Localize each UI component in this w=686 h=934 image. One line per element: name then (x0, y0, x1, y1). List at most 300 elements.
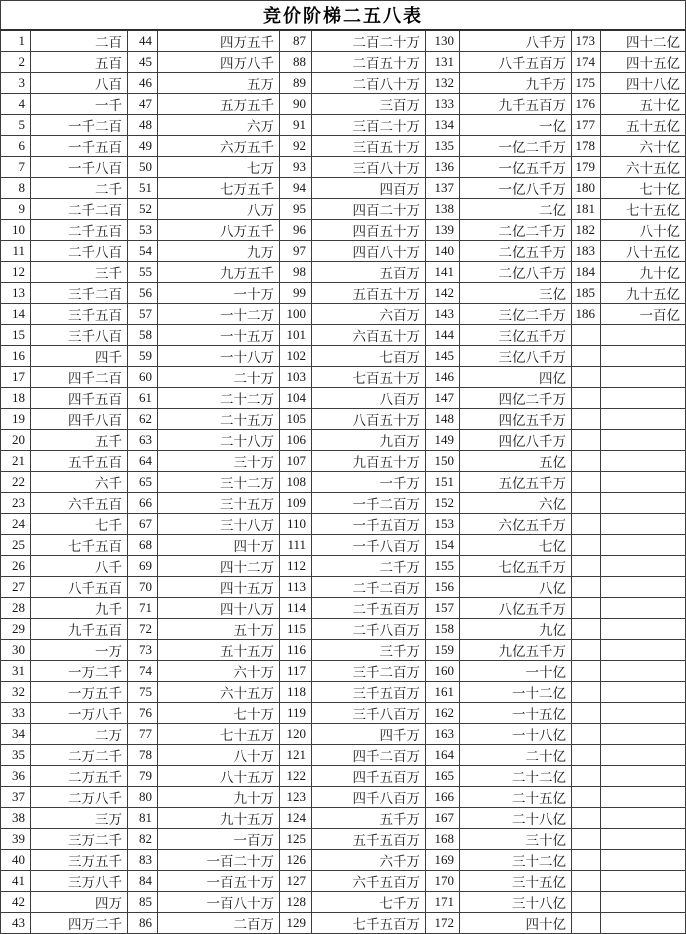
entry-number-cell: 114 (280, 598, 312, 619)
entry-value-cell: 九亿 (460, 619, 572, 640)
table-row (1, 157, 686, 178)
entry-number-cell: 76 (128, 703, 158, 724)
entry-number-cell: 179 (572, 157, 601, 178)
entry-number-cell: 102 (280, 346, 312, 367)
entry-number-cell: 138 (426, 199, 460, 220)
entry-value-cell: 六亿五千万 (460, 514, 572, 535)
entry-number-cell: 97 (280, 241, 312, 262)
entry-value-cell: 二万 (31, 724, 128, 745)
entry-value-cell: 四十二亿 (601, 30, 686, 52)
entry-value-cell: 八十万 (158, 745, 280, 766)
entry-value-cell: 二千二百万 (312, 577, 426, 598)
entry-value-cell (601, 913, 686, 934)
entry-value-cell: 一千八百万 (312, 535, 426, 556)
entry-value-cell: 一千五百 (31, 136, 128, 157)
entry-number-cell: 23 (1, 493, 31, 514)
entry-value-cell: 二亿五千万 (460, 241, 572, 262)
entry-number-cell: 123 (280, 787, 312, 808)
entry-value-cell: 七千五百万 (312, 913, 426, 934)
entry-number-cell: 17 (1, 367, 31, 388)
table-row (1, 493, 686, 514)
entry-value-cell: 四万二千 (31, 913, 128, 934)
entry-value-cell (601, 850, 686, 871)
entry-value-cell: 三千五百万 (312, 682, 426, 703)
entry-value-cell: 三亿二千万 (460, 304, 572, 325)
entry-value-cell (601, 388, 686, 409)
entry-value-cell (601, 829, 686, 850)
entry-number-cell: 136 (426, 157, 460, 178)
entry-value-cell: 一十五万 (158, 325, 280, 346)
entry-value-cell (601, 325, 686, 346)
entry-number-cell: 178 (572, 136, 601, 157)
entry-number-cell: 58 (128, 325, 158, 346)
entry-number-cell (572, 745, 601, 766)
entry-number-cell: 129 (280, 913, 312, 934)
entry-number-cell (572, 472, 601, 493)
entry-value-cell: 八万 (158, 199, 280, 220)
entry-value-cell: 二千八百万 (312, 619, 426, 640)
entry-number-cell: 158 (426, 619, 460, 640)
entry-number-cell: 141 (426, 262, 460, 283)
entry-value-cell: 九千五百万 (460, 94, 572, 115)
entry-number-cell: 113 (280, 577, 312, 598)
entry-number-cell (572, 703, 601, 724)
entry-number-cell: 110 (280, 514, 312, 535)
entry-value-cell: 六千万 (312, 850, 426, 871)
entry-value-cell: 七千五百 (31, 535, 128, 556)
entry-value-cell: 八百万 (312, 388, 426, 409)
entry-value-cell: 一万二千 (31, 661, 128, 682)
entry-value-cell: 五千五百万 (312, 829, 426, 850)
entry-value-cell: 二百二十万 (312, 30, 426, 52)
entry-value-cell: 六百五十万 (312, 325, 426, 346)
entry-value-cell (601, 409, 686, 430)
entry-number-cell: 119 (280, 703, 312, 724)
entry-value-cell (601, 346, 686, 367)
entry-value-cell: 一百亿 (601, 304, 686, 325)
entry-value-cell: 三亿五千万 (460, 325, 572, 346)
title-row (1, 1, 686, 31)
entry-value-cell (601, 703, 686, 724)
entry-number-cell: 122 (280, 766, 312, 787)
entry-number-cell: 106 (280, 430, 312, 451)
entry-number-cell: 40 (1, 850, 31, 871)
entry-number-cell: 41 (1, 871, 31, 892)
entry-number-cell: 100 (280, 304, 312, 325)
entry-number-cell: 171 (426, 892, 460, 913)
entry-value-cell: 三亿八千万 (460, 346, 572, 367)
entry-value-cell: 二百八十万 (312, 73, 426, 94)
entry-value-cell: 八十亿 (601, 220, 686, 241)
entry-number-cell: 49 (128, 136, 158, 157)
entry-number-cell: 184 (572, 262, 601, 283)
entry-number-cell: 20 (1, 430, 31, 451)
entry-value-cell: 九万 (158, 241, 280, 262)
entry-value-cell: 五十五万 (158, 640, 280, 661)
entry-value-cell: 八万五千 (158, 220, 280, 241)
table-row (1, 304, 686, 325)
table-row (1, 451, 686, 472)
entry-value-cell: 三十五亿 (460, 871, 572, 892)
table-row (1, 766, 686, 787)
entry-value-cell: 四千二百万 (312, 745, 426, 766)
entry-number-cell: 117 (280, 661, 312, 682)
entry-value-cell: 八十五亿 (601, 241, 686, 262)
entry-value-cell: 一亿二千万 (460, 136, 572, 157)
table-row (1, 283, 686, 304)
entry-number-cell: 155 (426, 556, 460, 577)
entry-value-cell: 三千 (31, 262, 128, 283)
table-row (1, 136, 686, 157)
entry-value-cell: 二十八万 (158, 430, 280, 451)
entry-number-cell: 45 (128, 52, 158, 73)
table-row (1, 241, 686, 262)
entry-value-cell: 四亿 (460, 367, 572, 388)
entry-number-cell: 124 (280, 808, 312, 829)
entry-number-cell: 50 (128, 157, 158, 178)
entry-value-cell: 九百万 (312, 430, 426, 451)
entry-number-cell: 81 (128, 808, 158, 829)
table-row (1, 703, 686, 724)
entry-value-cell (601, 640, 686, 661)
entry-value-cell: 六百万 (312, 304, 426, 325)
entry-number-cell: 6 (1, 136, 31, 157)
entry-number-cell: 148 (426, 409, 460, 430)
entry-number-cell (572, 430, 601, 451)
entry-value-cell: 五千五百 (31, 451, 128, 472)
entry-value-cell: 七百万 (312, 346, 426, 367)
entry-value-cell: 三千八百 (31, 325, 128, 346)
entry-value-cell: 四亿五千万 (460, 409, 572, 430)
entry-number-cell (572, 598, 601, 619)
entry-number-cell: 159 (426, 640, 460, 661)
entry-value-cell: 九十万 (158, 787, 280, 808)
entry-number-cell: 170 (426, 871, 460, 892)
entry-number-cell: 64 (128, 451, 158, 472)
entry-value-cell: 三十二万 (158, 472, 280, 493)
entry-number-cell: 10 (1, 220, 31, 241)
entry-number-cell: 163 (426, 724, 460, 745)
entry-value-cell: 七千 (31, 514, 128, 535)
entry-number-cell: 35 (1, 745, 31, 766)
entry-number-cell: 61 (128, 388, 158, 409)
entry-value-cell: 四千五百 (31, 388, 128, 409)
entry-number-cell: 98 (280, 262, 312, 283)
entry-number-cell: 118 (280, 682, 312, 703)
entry-value-cell: 七百五十万 (312, 367, 426, 388)
entry-number-cell: 95 (280, 199, 312, 220)
table-row (1, 892, 686, 913)
entry-value-cell (601, 514, 686, 535)
entry-value-cell: 六十亿 (601, 136, 686, 157)
entry-number-cell: 160 (426, 661, 460, 682)
entry-value-cell: 八千 (31, 556, 128, 577)
entry-number-cell: 99 (280, 283, 312, 304)
entry-value-cell: 三十二亿 (460, 850, 572, 871)
entry-number-cell: 133 (426, 94, 460, 115)
entry-number-cell: 2 (1, 52, 31, 73)
entry-number-cell: 150 (426, 451, 460, 472)
table-row (1, 73, 686, 94)
entry-number-cell: 85 (128, 892, 158, 913)
table-row (1, 787, 686, 808)
entry-value-cell: 九十五亿 (601, 283, 686, 304)
entry-value-cell: 九千万 (460, 73, 572, 94)
entry-value-cell: 四万 (31, 892, 128, 913)
entry-number-cell: 3 (1, 73, 31, 94)
entry-value-cell: 六十万 (158, 661, 280, 682)
entry-number-cell: 27 (1, 577, 31, 598)
entry-value-cell: 二亿 (460, 199, 572, 220)
entry-number-cell (572, 409, 601, 430)
entry-value-cell: 七千万 (312, 892, 426, 913)
entry-value-cell: 一亿八千万 (460, 178, 572, 199)
entry-number-cell: 30 (1, 640, 31, 661)
entry-value-cell: 三十八万 (158, 514, 280, 535)
entry-number-cell: 157 (426, 598, 460, 619)
table-row (1, 262, 686, 283)
entry-value-cell: 五千万 (312, 808, 426, 829)
entry-number-cell: 36 (1, 766, 31, 787)
entry-value-cell: 一百八十万 (158, 892, 280, 913)
entry-value-cell: 一十二万 (158, 304, 280, 325)
entry-value-cell: 二十五亿 (460, 787, 572, 808)
table-row (1, 535, 686, 556)
entry-number-cell: 87 (280, 30, 312, 52)
entry-number-cell: 147 (426, 388, 460, 409)
entry-value-cell: 五亿 (460, 451, 572, 472)
entry-value-cell: 一万八千 (31, 703, 128, 724)
entry-value-cell: 二亿二千万 (460, 220, 572, 241)
entry-value-cell: 一十亿 (460, 661, 572, 682)
entry-number-cell: 29 (1, 619, 31, 640)
table-row (1, 640, 686, 661)
entry-value-cell: 一百二十万 (158, 850, 280, 871)
entry-number-cell: 53 (128, 220, 158, 241)
table-row (1, 871, 686, 892)
entry-number-cell: 13 (1, 283, 31, 304)
entry-number-cell: 104 (280, 388, 312, 409)
entry-number-cell: 14 (1, 304, 31, 325)
entry-number-cell (572, 325, 601, 346)
entry-number-cell: 90 (280, 94, 312, 115)
entry-value-cell: 四十二万 (158, 556, 280, 577)
entry-value-cell: 七十亿 (601, 178, 686, 199)
entry-number-cell: 115 (280, 619, 312, 640)
table-row (1, 661, 686, 682)
entry-number-cell: 152 (426, 493, 460, 514)
entry-value-cell: 六亿 (460, 493, 572, 514)
entry-number-cell: 167 (426, 808, 460, 829)
entry-value-cell: 九百五十万 (312, 451, 426, 472)
entry-number-cell (572, 640, 601, 661)
entry-number-cell (572, 871, 601, 892)
entry-value-cell: 五千 (31, 430, 128, 451)
entry-value-cell: 三十八亿 (460, 892, 572, 913)
entry-value-cell (601, 871, 686, 892)
entry-value-cell: 三千五百 (31, 304, 128, 325)
entry-number-cell: 131 (426, 52, 460, 73)
entry-number-cell: 176 (572, 94, 601, 115)
entry-value-cell: 二千八百 (31, 241, 128, 262)
entry-value-cell (601, 619, 686, 640)
entry-value-cell: 七十五亿 (601, 199, 686, 220)
entry-number-cell: 186 (572, 304, 601, 325)
entry-value-cell (601, 430, 686, 451)
entry-number-cell: 161 (426, 682, 460, 703)
entry-value-cell: 一万 (31, 640, 128, 661)
entry-number-cell: 142 (426, 283, 460, 304)
entry-number-cell: 75 (128, 682, 158, 703)
table-row (1, 325, 686, 346)
entry-value-cell: 二千 (31, 178, 128, 199)
entry-number-cell: 109 (280, 493, 312, 514)
entry-value-cell: 三十五万 (158, 493, 280, 514)
entry-value-cell (601, 577, 686, 598)
entry-number-cell (572, 661, 601, 682)
entry-value-cell: 三千八百万 (312, 703, 426, 724)
entry-number-cell: 126 (280, 850, 312, 871)
entry-number-cell: 33 (1, 703, 31, 724)
entry-value-cell (601, 766, 686, 787)
entry-value-cell: 七十五万 (158, 724, 280, 745)
table-row (1, 178, 686, 199)
entry-value-cell: 三千二百 (31, 283, 128, 304)
entry-number-cell: 56 (128, 283, 158, 304)
entry-value-cell: 六千五百 (31, 493, 128, 514)
table-row (1, 724, 686, 745)
entry-value-cell: 九亿五千万 (460, 640, 572, 661)
entry-value-cell: 二十五万 (158, 409, 280, 430)
entry-number-cell: 57 (128, 304, 158, 325)
entry-value-cell: 一千八百 (31, 157, 128, 178)
entry-value-cell: 九十亿 (601, 262, 686, 283)
entry-number-cell: 55 (128, 262, 158, 283)
entry-value-cell: 六千 (31, 472, 128, 493)
entry-number-cell: 111 (280, 535, 312, 556)
entry-number-cell: 134 (426, 115, 460, 136)
entry-value-cell: 一十万 (158, 283, 280, 304)
entry-number-cell: 96 (280, 220, 312, 241)
entry-value-cell: 三亿 (460, 283, 572, 304)
entry-value-cell: 三百万 (312, 94, 426, 115)
entry-number-cell: 175 (572, 73, 601, 94)
entry-value-cell: 一亿 (460, 115, 572, 136)
entry-value-cell: 四千二百 (31, 367, 128, 388)
entry-number-cell (572, 682, 601, 703)
entry-number-cell: 154 (426, 535, 460, 556)
entry-number-cell: 151 (426, 472, 460, 493)
entry-value-cell: 四千 (31, 346, 128, 367)
entry-value-cell: 一十五亿 (460, 703, 572, 724)
entry-value-cell: 九十五万 (158, 808, 280, 829)
entry-value-cell: 一万五千 (31, 682, 128, 703)
entry-number-cell: 77 (128, 724, 158, 745)
entry-number-cell: 54 (128, 241, 158, 262)
entry-number-cell: 172 (426, 913, 460, 934)
entry-value-cell: 三千二百万 (312, 661, 426, 682)
entry-number-cell: 181 (572, 199, 601, 220)
table-row (1, 220, 686, 241)
entry-value-cell: 五十万 (158, 619, 280, 640)
entry-value-cell: 三十万 (158, 451, 280, 472)
entry-value-cell: 七亿 (460, 535, 572, 556)
entry-value-cell: 三百五十万 (312, 136, 426, 157)
entry-value-cell: 六万 (158, 115, 280, 136)
entry-value-cell: 八百 (31, 73, 128, 94)
entry-value-cell (601, 493, 686, 514)
entry-number-cell: 73 (128, 640, 158, 661)
entry-number-cell (572, 829, 601, 850)
table-row (1, 829, 686, 850)
entry-value-cell: 二百五十万 (312, 52, 426, 73)
table-row (1, 52, 686, 73)
entry-value-cell: 四十亿 (460, 913, 572, 934)
entry-value-cell: 六千五百万 (312, 871, 426, 892)
entry-number-cell: 107 (280, 451, 312, 472)
entry-value-cell: 二千五百 (31, 220, 128, 241)
entry-value-cell: 四百二十万 (312, 199, 426, 220)
entry-value-cell: 八千五百万 (460, 52, 572, 73)
entry-number-cell: 149 (426, 430, 460, 451)
entry-number-cell: 140 (426, 241, 460, 262)
entry-number-cell: 137 (426, 178, 460, 199)
entry-value-cell (601, 367, 686, 388)
entry-number-cell: 16 (1, 346, 31, 367)
entry-value-cell: 六万五千 (158, 136, 280, 157)
entry-value-cell: 三十亿 (460, 829, 572, 850)
entry-number-cell: 24 (1, 514, 31, 535)
entry-number-cell (572, 913, 601, 934)
entry-number-cell: 89 (280, 73, 312, 94)
entry-number-cell: 48 (128, 115, 158, 136)
entry-number-cell: 112 (280, 556, 312, 577)
entry-number-cell: 145 (426, 346, 460, 367)
entry-value-cell (601, 808, 686, 829)
entry-value-cell: 五十亿 (601, 94, 686, 115)
entry-number-cell: 26 (1, 556, 31, 577)
entry-number-cell: 121 (280, 745, 312, 766)
table-row (1, 430, 686, 451)
entry-number-cell: 67 (128, 514, 158, 535)
entry-number-cell: 166 (426, 787, 460, 808)
entry-number-cell: 18 (1, 388, 31, 409)
entry-number-cell: 168 (426, 829, 460, 850)
entry-number-cell: 70 (128, 577, 158, 598)
entry-number-cell: 15 (1, 325, 31, 346)
entry-number-cell: 31 (1, 661, 31, 682)
entry-number-cell (572, 493, 601, 514)
entry-value-cell: 五亿五千万 (460, 472, 572, 493)
entry-number-cell: 125 (280, 829, 312, 850)
entry-value-cell: 三万八千 (31, 871, 128, 892)
entry-value-cell: 五万五千 (158, 94, 280, 115)
entry-value-cell: 四十万 (158, 535, 280, 556)
table-row (1, 472, 686, 493)
entry-number-cell: 32 (1, 682, 31, 703)
entry-value-cell (601, 535, 686, 556)
entry-value-cell (601, 661, 686, 682)
entry-value-cell: 七十万 (158, 703, 280, 724)
entry-value-cell: 三百二十万 (312, 115, 426, 136)
entry-value-cell: 八千五百 (31, 577, 128, 598)
table-row (1, 367, 686, 388)
entry-value-cell: 五十五亿 (601, 115, 686, 136)
entry-number-cell: 182 (572, 220, 601, 241)
entry-value-cell: 四十五亿 (601, 52, 686, 73)
entry-number-cell: 173 (572, 30, 601, 52)
entry-value-cell: 二百 (31, 30, 128, 52)
